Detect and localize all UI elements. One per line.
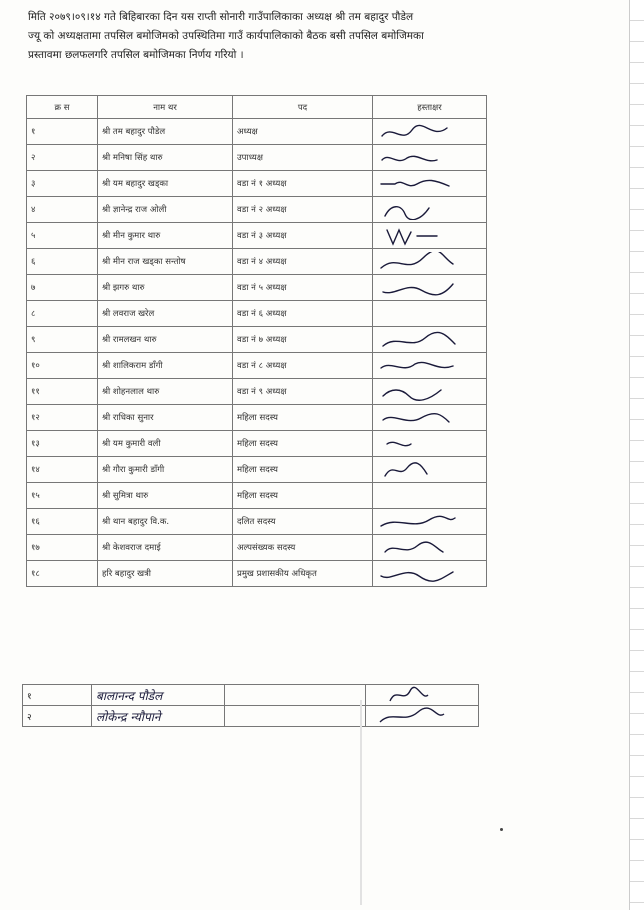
member-post: महिला सदस्य (233, 457, 373, 483)
member-name: श्री शालिकराम डाँगी (98, 353, 233, 379)
additional-name: बालानन्द पौडेल (92, 685, 225, 706)
member-signature (373, 405, 487, 431)
signature-mark (377, 512, 457, 532)
signature-mark (370, 706, 450, 726)
member-row (27, 119, 487, 145)
signature-mark (377, 356, 457, 376)
member-post: वडा नं ६ अध्यक्ष (233, 301, 373, 327)
member-sn: १६ (27, 509, 98, 535)
member-signature (373, 457, 487, 483)
member-sn: ११ (27, 379, 98, 405)
member-row (27, 379, 487, 405)
intro-line-3: प्रस्तावमा छलफलगरि तपसिल बमोजिमका निर्णय गरियो । (28, 49, 244, 61)
member-sn: १८ (27, 561, 98, 587)
member-row (27, 327, 487, 353)
attendance-header-row (27, 96, 487, 119)
signature-mark (377, 434, 457, 454)
member-sn: ४ (27, 197, 98, 223)
member-sn: ८ (27, 301, 98, 327)
member-post: वडा नं ९ अध्यक्ष (233, 379, 373, 405)
member-row (27, 223, 487, 249)
member-name: हरि बहादुर खत्री (98, 561, 233, 587)
member-name: श्री तम बहादुर पौडेल (98, 119, 233, 145)
member-sn: १४ (27, 457, 98, 483)
signature-mark (377, 330, 457, 350)
signature-mark (377, 200, 457, 220)
member-name: श्री यम बहादुर खड्का (98, 171, 233, 197)
member-name: श्री सुमित्रा थारु (98, 483, 233, 509)
member-post: वडा नं ७ अध्यक्ष (233, 327, 373, 353)
attendance-table (26, 95, 487, 587)
member-signature (373, 301, 487, 327)
member-row (27, 197, 487, 223)
member-name: श्री थान बहादुर वि.क. (98, 509, 233, 535)
additional-post (225, 706, 366, 727)
member-sn: ६ (27, 249, 98, 275)
member-post: वडा नं १ अध्यक्ष (233, 171, 373, 197)
member-name: श्री शोहनलाल थारु (98, 379, 233, 405)
member-signature (373, 249, 487, 275)
member-post: वडा नं ८ अध्यक्ष (233, 353, 373, 379)
member-signature (373, 535, 487, 561)
additional-signature (366, 706, 479, 727)
member-post: वडा नं ३ अध्यक्ष (233, 223, 373, 249)
signature-mark (377, 564, 457, 584)
member-row (27, 353, 487, 379)
member-signature (373, 353, 487, 379)
member-sn: १० (27, 353, 98, 379)
member-signature (373, 197, 487, 223)
intro-line-2: ज्यू को अध्यक्षतामा तपसिल बमोजिमको उपस्थितिमा गाउँ कार्यपालिकाको बैठक बसी तपसिल बमोजिमका (28, 30, 424, 42)
member-row (27, 405, 487, 431)
member-sn: २ (27, 145, 98, 171)
additional-name: लोकेन्द्र न्यौपाने (92, 706, 225, 727)
member-sn: १ (27, 119, 98, 145)
member-sn: ३ (27, 171, 98, 197)
member-name: श्री ज्ञानेन्द्र राज ओली (98, 197, 233, 223)
member-row (27, 457, 487, 483)
page-fold-line (360, 700, 362, 905)
member-name: श्री लवराज खरेल (98, 301, 233, 327)
member-sn: ७ (27, 275, 98, 301)
ink-dot (500, 828, 503, 831)
member-signature (373, 431, 487, 457)
member-signature (373, 275, 487, 301)
signature-mark (377, 460, 457, 480)
member-post: महिला सदस्य (233, 405, 373, 431)
signature-mark (377, 278, 457, 298)
member-row (27, 171, 487, 197)
additional-row (23, 706, 479, 727)
member-name: श्री राधिका सुनार (98, 405, 233, 431)
member-sn: १७ (27, 535, 98, 561)
member-name: श्री झगरु थारु (98, 275, 233, 301)
member-row (27, 249, 487, 275)
additional-body (23, 685, 479, 727)
signature-mark (377, 252, 457, 272)
member-row (27, 301, 487, 327)
member-post: प्रमुख प्रशासकीय अधिकृत (233, 561, 373, 587)
member-post: अध्यक्ष (233, 119, 373, 145)
member-row (27, 145, 487, 171)
signature-mark (377, 122, 457, 142)
member-sn: ९ (27, 327, 98, 353)
notebook-edge (629, 0, 644, 910)
member-row (27, 483, 487, 509)
member-post: दलित सदस्य (233, 509, 373, 535)
header-name: नाम थर (98, 96, 233, 119)
member-post: वडा नं २ अध्यक्ष (233, 197, 373, 223)
header-signature: हस्ताक्षर (373, 96, 487, 119)
minutes-intro (28, 8, 508, 65)
intro-line-1: मिति २०७९।०९।१४ गते बिहिबारका दिन यस राप्ती सोनारी गाउँपालिकाका अध्यक्ष श्री तम बहादुर पौडेल (28, 11, 414, 23)
header-sn: क्र स (27, 96, 98, 119)
attendance-body (27, 119, 487, 587)
member-signature (373, 223, 487, 249)
member-signature (373, 379, 487, 405)
member-signature (373, 171, 487, 197)
member-sn: १५ (27, 483, 98, 509)
member-post: वडा नं ५ अध्यक्ष (233, 275, 373, 301)
signature-mark (377, 408, 457, 428)
member-sn: ५ (27, 223, 98, 249)
member-post: अल्पसंख्यक सदस्य (233, 535, 373, 561)
signature-mark (377, 226, 457, 246)
member-name: श्री रामलखन थारु (98, 327, 233, 353)
signature-mark (377, 538, 457, 558)
member-post: उपाध्यक्ष (233, 145, 373, 171)
member-row (27, 275, 487, 301)
member-signature (373, 145, 487, 171)
signature-mark (370, 685, 450, 705)
additional-signature (366, 685, 479, 706)
member-signature (373, 119, 487, 145)
additional-attendees-table (22, 684, 479, 727)
member-name: श्री केशवराज दमाई (98, 535, 233, 561)
member-post: वडा नं ४ अध्यक्ष (233, 249, 373, 275)
member-signature (373, 483, 487, 509)
header-post: पद (233, 96, 373, 119)
member-post: महिला सदस्य (233, 483, 373, 509)
signature-mark (377, 174, 457, 194)
member-row (27, 561, 487, 587)
member-name: श्री मनिषा सिंह थारु (98, 145, 233, 171)
member-name: श्री मीन राज खड्का सन्तोष (98, 249, 233, 275)
member-name: श्री गौरा कुमारी डाँगी (98, 457, 233, 483)
member-row (27, 535, 487, 561)
member-sn: १२ (27, 405, 98, 431)
member-row (27, 509, 487, 535)
member-signature (373, 327, 487, 353)
signature-mark (377, 382, 457, 402)
member-signature (373, 561, 487, 587)
additional-sn: १ (23, 685, 92, 706)
member-signature (373, 509, 487, 535)
member-name: श्री मीन कुमार थारु (98, 223, 233, 249)
member-name: श्री यम कुमारी वली (98, 431, 233, 457)
additional-post (225, 685, 366, 706)
additional-row (23, 685, 479, 706)
signature-mark (377, 148, 457, 168)
member-row (27, 431, 487, 457)
member-sn: १३ (27, 431, 98, 457)
member-post: महिला सदस्य (233, 431, 373, 457)
additional-sn: २ (23, 706, 92, 727)
